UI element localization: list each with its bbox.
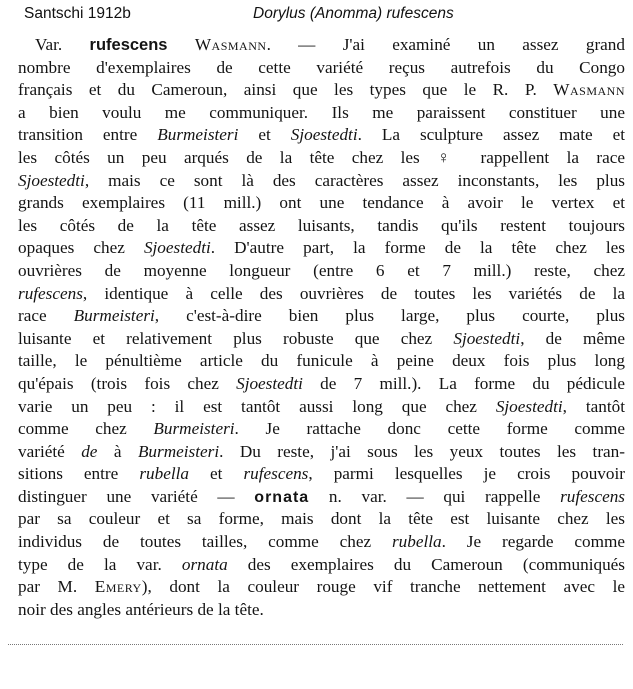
new-variety-name: ornata bbox=[254, 488, 310, 506]
text-line: nombre d'exemplaires de cette variété reçus autrefois du Congo bbox=[18, 57, 625, 77]
text-line: français et du Cameroun, ainsi que les types que le R. P. Wasmann bbox=[18, 80, 625, 100]
text-line: les côtés de la tête assez luisants, tandis qu'ils restent toujours bbox=[18, 215, 625, 235]
text-line: ouvrières de moyenne longueur (entre 6 et 7 mill.) reste, chez bbox=[18, 260, 625, 280]
text-line: opaques chez Sjoestedti. D'autre part, la forme de la tête chez les bbox=[18, 238, 625, 258]
text-line: race Burmeisteri, c'est-à-dire bien plus large, plus courte, plus bbox=[18, 306, 625, 326]
text-line: sitions entre rubella et rufescens, parmi lesquelles je crois pouvoir bbox=[18, 464, 625, 484]
text-line: qu'épais (trois fois chez Sjoestedti de 7 mill.). La forme du pédicule bbox=[18, 373, 625, 393]
text-line: comme chez Burmeisteri. Je rattache donc cette forme comme bbox=[18, 419, 625, 439]
text-line: par sa couleur et sa forme, mais dont la tête est luisante chez les bbox=[18, 509, 625, 529]
text-line: individus de toutes tailles, comme chez rubella. Je regarde comme bbox=[18, 532, 625, 552]
text-line: grands exemplaires (11 mill.) ont une tendance à avoir le vertex et bbox=[18, 193, 625, 213]
text-line: taille, le pénultième article du funicule à peine deux fois plus long bbox=[18, 351, 625, 371]
taxon-title: Dorylus (Anomma) rufescens bbox=[253, 5, 454, 22]
text-line: luisante et relativement plus robuste que chez Sjoestedti, de même bbox=[18, 328, 625, 348]
text-line: rufescens, identique à celle des ouvrières de toutes les variétés de la bbox=[18, 283, 625, 303]
text-line: les côtés un peu arqués de la tête chez les ♀ rappellent la race bbox=[18, 147, 625, 167]
text-line: transition entre Burmeisteri et Sjoestedti. La sculpture assez mate et bbox=[18, 125, 625, 145]
author-name: Wasmann bbox=[194, 35, 267, 54]
page-header bbox=[18, 0, 625, 24]
text-line: varie un peu : il est tantôt aussi long que chez Sjoestedti, tantôt bbox=[18, 396, 625, 416]
dotted-divider bbox=[8, 644, 623, 645]
text-line: Sjoestedti, mais ce sont là des caractères assez inconstants, les plus bbox=[18, 170, 625, 190]
text-line: distinguer une variété — ornata n. var. — qui rappelle rufescens bbox=[18, 486, 625, 506]
text-line: noir des angles antérieurs de la tête. bbox=[18, 599, 264, 619]
text-line: variété de à Burmeisteri. Du reste, j'ai sous les yeux toutes les tran- bbox=[18, 441, 625, 461]
text-line: type de la var. ornata des exemplaires du Cameroun (communiqués bbox=[18, 554, 625, 574]
paragraph bbox=[18, 34, 625, 621]
text-line: par M. Emery), dont la couleur rouge vif tranche nettement avec le bbox=[18, 577, 625, 597]
citation-label: Santschi 1912b bbox=[24, 5, 131, 22]
author-name: Wasmann bbox=[553, 80, 625, 100]
text-line: Var. rufescens Wasmann. — J'ai examiné un assez grand bbox=[35, 35, 625, 54]
variety-name: rufescens bbox=[89, 36, 168, 54]
text-line: a bien voulu me communiquer. Ils me paraissent constituer une bbox=[18, 102, 625, 122]
author-name: Emery bbox=[94, 577, 142, 597]
